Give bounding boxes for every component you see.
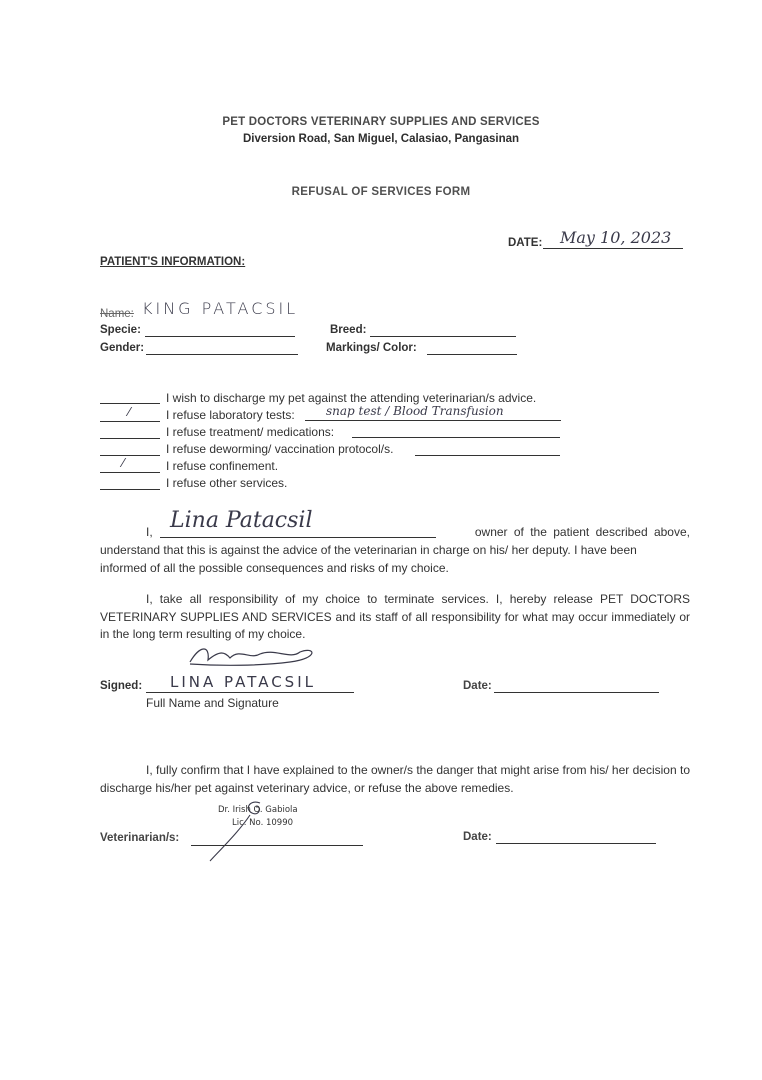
option-detail-line bbox=[415, 455, 560, 456]
owner-date-label: Date: bbox=[463, 680, 492, 692]
markings-line bbox=[427, 354, 517, 355]
option-text: I refuse confinement. bbox=[166, 459, 279, 473]
option-text: I wish to discharge my pet against the attending veterinarian/s advice. bbox=[166, 391, 537, 405]
breed-label: Breed: bbox=[330, 324, 367, 336]
vet-stamp-license: Lic. No. 10990 bbox=[232, 818, 294, 828]
owner-signature-icon bbox=[180, 640, 330, 670]
vet-stamp-name: Dr. Irish O. Gabiola bbox=[218, 805, 298, 815]
breed-line bbox=[370, 336, 516, 337]
declaration-line2: understand that this is against the advice of the veterinarian in charge on his/ her deputy. I have been bbox=[100, 543, 637, 557]
release-paragraph: I, take all responsibility of my choice to terminate services. I, hereby release PET DOCTORS VETERINARY SUPPLIES AND SERVICES and its staff of all responsibility for what may occur immediately or in the long term resulting of my choice. bbox=[100, 592, 690, 641]
vet-date-label: Date: bbox=[463, 831, 492, 843]
specie-label: Specie: bbox=[100, 324, 141, 336]
vet-date-line bbox=[496, 843, 656, 844]
confirmation-paragraph: I, fully confirm that I have explained to the owner/s the danger that might arise from his/ her decision to discharge his/her pet against veterinary advice, or refuse the above remedies. bbox=[100, 763, 690, 795]
date-line bbox=[543, 248, 683, 249]
option-blank bbox=[100, 489, 160, 490]
company-address: Diversion Road, San Miguel, Calasiao, Pangasinan bbox=[242, 133, 520, 145]
gender-line bbox=[146, 354, 298, 355]
date-label: DATE: bbox=[508, 237, 543, 249]
owner-name-value: Lina Patacsil bbox=[170, 508, 313, 533]
patient-info-heading: PATIENT'S INFORMATION: bbox=[100, 256, 246, 268]
option-text: I refuse other services. bbox=[166, 476, 288, 490]
declaration-line3: informed of all the possible consequences and risks of my choice. bbox=[100, 561, 449, 575]
option-detail-line bbox=[305, 420, 561, 421]
option-detail-line bbox=[352, 437, 560, 438]
specie-line bbox=[145, 336, 295, 337]
signed-label: Signed: bbox=[100, 680, 143, 692]
owner-date-line bbox=[494, 692, 659, 693]
declaration-line1: owner of the patient described above, bbox=[474, 525, 690, 539]
owner-printed-name: LINA PATACSIL bbox=[170, 673, 316, 691]
signed-caption: Full Name and Signature bbox=[146, 696, 279, 710]
option-text: I refuse laboratory tests: bbox=[166, 408, 295, 422]
check-mark-icon: ⁄ bbox=[128, 405, 131, 419]
option-blank bbox=[100, 421, 160, 422]
option-blank bbox=[100, 455, 160, 456]
declaration-prefix: I, bbox=[146, 525, 153, 539]
signed-line bbox=[146, 692, 354, 693]
gender-label: Gender: bbox=[100, 342, 145, 354]
option-text: I refuse deworming/ vaccination protocol/s. bbox=[166, 442, 394, 456]
option-blank bbox=[100, 438, 160, 439]
name-label: Name: bbox=[100, 308, 134, 320]
check-mark-icon: ⁄ bbox=[122, 456, 125, 470]
owner-name-line bbox=[160, 537, 436, 538]
patient-name-value: KING PATACSIL bbox=[142, 299, 299, 318]
option-text: I refuse treatment/ medications: bbox=[166, 425, 335, 439]
option-detail-value: snap test / Blood Transfusion bbox=[326, 404, 504, 418]
date-value: May 10, 2023 bbox=[560, 228, 672, 247]
option-blank bbox=[100, 403, 160, 404]
form-title: REFUSAL OF SERVICES FORM bbox=[291, 186, 471, 198]
option-blank bbox=[100, 472, 160, 473]
veterinarian-line bbox=[191, 845, 363, 846]
markings-label: Markings/ Color: bbox=[326, 342, 417, 354]
veterinarian-label: Veterinarian/s: bbox=[100, 832, 180, 844]
company-name: PET DOCTORS VETERINARY SUPPLIES AND SERVICES bbox=[222, 116, 540, 128]
